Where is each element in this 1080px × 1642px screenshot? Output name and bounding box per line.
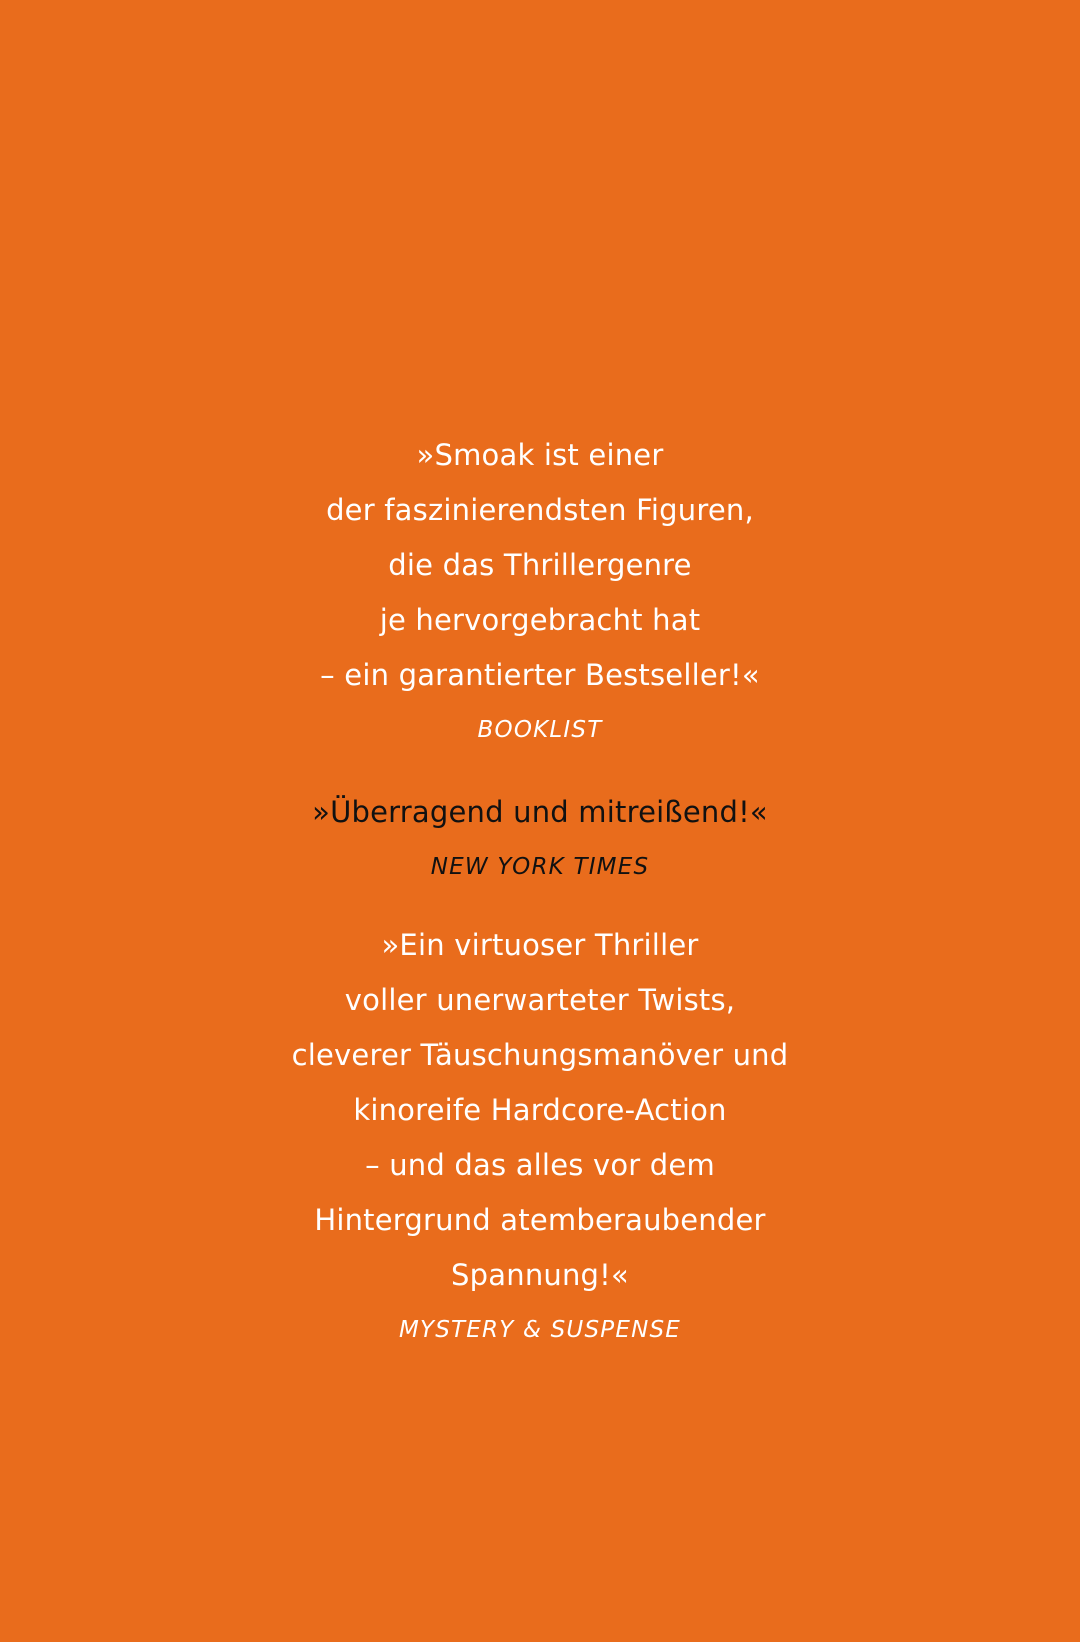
quote-line: der faszinierendsten Figuren, (326, 493, 754, 527)
quote-line: kinoreife Hardcore-Action (353, 1093, 727, 1127)
quote-line: – und das alles vor dem (365, 1148, 715, 1182)
quote-line: – ein garantierter Bestseller!« (320, 658, 760, 692)
quote-mystery-suspense (0, 918, 1080, 1345)
quote-line: die das Thrillergenre (388, 548, 692, 582)
quote-source: MYSTERY & SUSPENSE (398, 1317, 682, 1343)
quote-line: Spannung!« (451, 1258, 629, 1292)
quote-line: »Ein virtuoser Thriller (381, 928, 699, 962)
quote-new-york-times (0, 785, 1080, 882)
quote-line: »Smoak ist einer (416, 438, 664, 472)
quote-source: BOOKLIST (477, 717, 603, 743)
quote-line: voller unerwarteter Twists, (344, 983, 736, 1017)
quote-line: cleverer Täuschungsmanöver und (291, 1038, 789, 1072)
quote-booklist (0, 428, 1080, 745)
quote-line: je hervorgebracht hat (379, 603, 701, 637)
quote-source: NEW YORK TIMES (430, 854, 650, 880)
quote-line: »Überragend und mitreißend!« (312, 795, 768, 829)
quote-line: Hintergrund atemberaubender (314, 1203, 766, 1237)
